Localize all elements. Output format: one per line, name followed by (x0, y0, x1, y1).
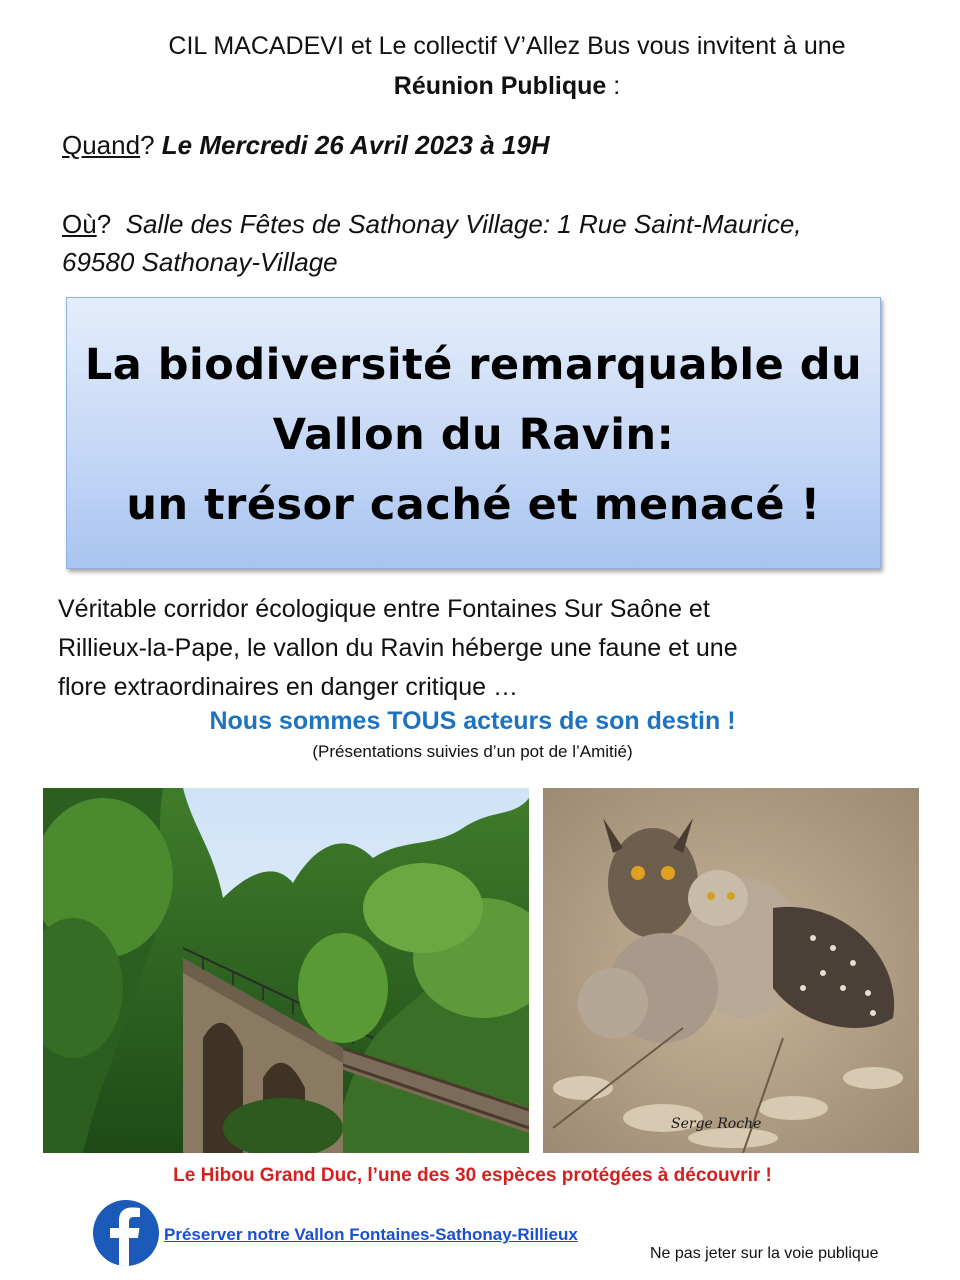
banner-title-line-1: La biodiversité remarquable du (84, 340, 863, 390)
when-suffix: ? (140, 130, 162, 160)
where-line-1 (62, 205, 902, 243)
facebook-icon[interactable] (93, 1200, 159, 1266)
owl-illustration (543, 788, 919, 1153)
callout-text: Nous sommes TOUS acteurs de son destin ! (209, 707, 736, 735)
banner-title-line-3: un trésor caché et menacé ! (126, 480, 821, 530)
facebook-glyph (93, 1200, 159, 1266)
venue-address-2: 69580 Sathonay-Village (62, 247, 338, 277)
invitation-line (0, 30, 960, 62)
facebook-group-link[interactable]: Préserver notre Vallon Fontaines-Sathonay-Rillieux (164, 1225, 578, 1244)
where-suffix: ? (96, 209, 126, 239)
title-banner (66, 297, 881, 569)
event-type: Réunion Publique (393, 72, 607, 100)
when-label: Quand (62, 130, 141, 160)
where-label: Où (62, 209, 97, 239)
viaduct-photo (43, 788, 529, 1153)
event-type-line (0, 70, 960, 102)
description-line-3: flore extraordinaires en danger critique … (58, 673, 518, 701)
invitation-text: CIL MACADEVI et Le collectif V’Allez Bus vous invitent à une (168, 32, 846, 60)
species-caption: Le Hibou Grand Duc, l’une des 30 espèces protégées à découvrir ! (173, 1165, 772, 1186)
event-date: Le Mercredi 26 Avril 2023 à 19H (161, 130, 550, 160)
venue-address-1: Salle des Fêtes de Sathonay Village: 1 Rue Saint-Maurice, (125, 209, 802, 239)
event-type-suffix: : (606, 72, 621, 100)
owl-photo (543, 788, 919, 1153)
description-line-2: Rillieux-la-Pape, le vallon du Ravin héberge une faune et une (58, 634, 738, 662)
description-line-1: Véritable corridor écologique entre Fontaines Sur Saône et (58, 595, 710, 623)
photo-credit: Serge Roche (671, 1116, 762, 1132)
description (58, 590, 908, 707)
presentation-note: (Présentations suivies d’un pot de l’Amitié) (312, 742, 633, 761)
where-block (62, 205, 902, 281)
footer-note: Ne pas jeter sur la voie publique (650, 1245, 879, 1262)
when-line (62, 128, 550, 162)
banner-title-line-2: Vallon du Ravin: (272, 410, 675, 460)
viaduct-illustration (43, 788, 529, 1153)
